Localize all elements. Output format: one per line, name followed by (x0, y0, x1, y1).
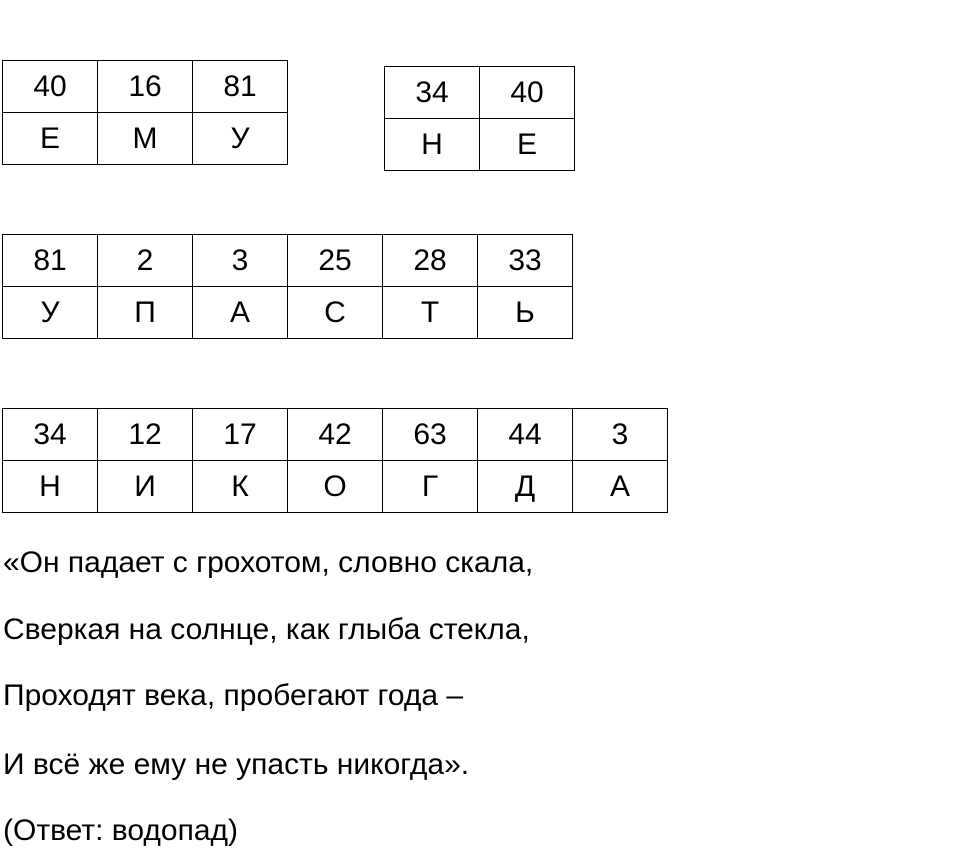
letter-cell: А (193, 287, 288, 339)
number-cell: 40 (480, 67, 575, 119)
letter-cell: С (288, 287, 383, 339)
letter-cell: М (98, 113, 193, 165)
letter-cell: У (3, 287, 98, 339)
number-cell: 12 (98, 409, 193, 461)
letter-cell: П (98, 287, 193, 339)
number-cell: 40 (3, 61, 98, 113)
letter-cell: Н (385, 119, 480, 171)
poem-line: Проходят века, пробегают года – (3, 679, 464, 712)
cipher-table-ne (384, 66, 575, 171)
number-cell: 81 (3, 235, 98, 287)
number-cell: 42 (288, 409, 383, 461)
letter-cell: Т (383, 287, 478, 339)
number-cell: 25 (288, 235, 383, 287)
number-cell: 34 (385, 67, 480, 119)
number-row (3, 235, 573, 287)
number-row (3, 61, 288, 113)
number-cell: 28 (383, 235, 478, 287)
letter-row (385, 119, 575, 171)
letter-row (3, 461, 668, 513)
cipher-table-emu (2, 60, 288, 165)
letter-cell: Г (383, 461, 478, 513)
number-row (385, 67, 575, 119)
number-cell: 17 (193, 409, 288, 461)
poem-line: Сверкая на солнце, как глыба стекла, (3, 613, 530, 646)
letter-cell: Е (3, 113, 98, 165)
letter-cell: Ь (478, 287, 573, 339)
letter-cell: А (573, 461, 668, 513)
letter-cell: Е (480, 119, 575, 171)
cipher-table-upast (2, 234, 573, 339)
number-cell: 3 (573, 409, 668, 461)
number-row (3, 409, 668, 461)
number-cell: 81 (193, 61, 288, 113)
letter-cell: И (98, 461, 193, 513)
cipher-table-nikogda (2, 408, 668, 513)
number-cell: 2 (98, 235, 193, 287)
answer-text: (Ответ: водопад) (3, 814, 239, 847)
letter-row (3, 113, 288, 165)
number-cell: 63 (383, 409, 478, 461)
number-cell: 34 (3, 409, 98, 461)
number-cell: 16 (98, 61, 193, 113)
letter-row (3, 287, 573, 339)
number-cell: 33 (478, 235, 573, 287)
poem-line: «Он падает с грохотом, словно скала, (3, 546, 534, 579)
poem-line: И всё же ему не упасть никогда». (3, 748, 470, 781)
letter-cell: У (193, 113, 288, 165)
number-cell: 44 (478, 409, 573, 461)
letter-cell: О (288, 461, 383, 513)
number-cell: 3 (193, 235, 288, 287)
letter-cell: Н (3, 461, 98, 513)
letter-cell: К (193, 461, 288, 513)
letter-cell: Д (478, 461, 573, 513)
